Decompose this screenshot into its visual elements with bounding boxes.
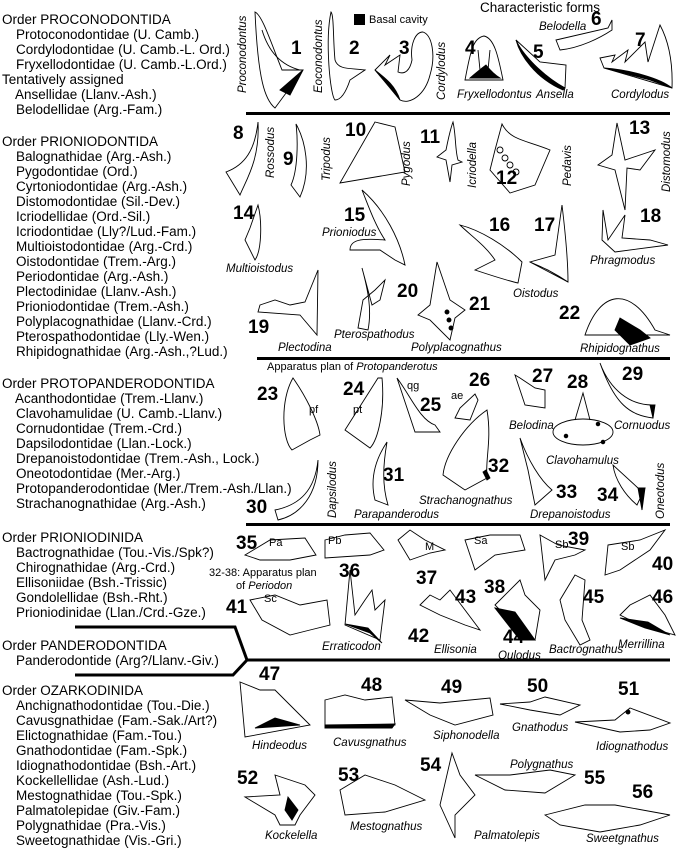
form-number: 1: [291, 38, 302, 59]
genus-label: Plectodina: [278, 342, 332, 354]
genus-label: Cavusgnathus: [333, 737, 407, 749]
genus-label: Cornuodus: [614, 420, 671, 432]
protopanderotus-plan-caption: Apparatus plan of Protopanderotus: [267, 361, 438, 373]
family-item: Oistodontidae (Trem.-Arg.): [16, 254, 177, 269]
form-number: 22: [559, 303, 581, 324]
genus-label: Palmatolepis: [474, 830, 540, 842]
genus-label: Belodella: [539, 21, 587, 33]
genus-label: Dapsilodus: [327, 461, 339, 518]
fossil-drawing-47: [240, 682, 310, 737]
genus-label: Rossodus: [265, 126, 277, 178]
figure-title: Characteristic forms: [480, 0, 601, 15]
family-item: Belodellidae (Arg.-Fam.): [16, 102, 163, 117]
form-number: 56: [632, 782, 654, 803]
family-item: Cyrtoniodontidae (Arg.-Ash.): [16, 179, 188, 194]
genus-label: Oistodus: [513, 288, 559, 300]
genus-label: Oneotodus: [655, 462, 667, 519]
fossil-drawing-55: [475, 770, 575, 793]
genus-label: Siphonodella: [433, 730, 500, 742]
family-item: Cordylodontidae (U. Camb.-L. Ord.): [16, 42, 230, 57]
form-number: 47: [259, 664, 281, 685]
form-number: 35: [236, 533, 258, 554]
family-item: Fryxellodontidae (U. Camb.-L.Ord.): [16, 57, 227, 72]
form-number: 38: [484, 577, 506, 598]
form-number: 4: [465, 38, 476, 59]
form-number: 15: [344, 205, 366, 226]
form-number: 46: [652, 587, 674, 608]
fossil-drawing-51: [575, 708, 670, 732]
form-number: 18: [640, 206, 662, 227]
form-number: 51: [618, 679, 640, 700]
fossil-drawing-54: [440, 753, 475, 838]
form-number: 13: [629, 118, 651, 139]
family-item: Prioniodinidae (Llan./Crd.-Gze.): [16, 605, 206, 620]
genus-label: Oulodus: [498, 650, 541, 662]
family-item: Ellisoniidae (Bsh.-Trissic): [16, 575, 168, 590]
form-number: 12: [496, 168, 518, 189]
family-item: Oneotodontidae (Mer.-Arg.): [16, 466, 181, 481]
element-label-pt: pt: [353, 404, 363, 416]
family-item: Balognathidae (Arg.-Ash.): [16, 149, 172, 164]
family-item: Icriodontidae (Lly?/Lud.-Fam.): [16, 224, 197, 239]
form-number: 24: [343, 379, 365, 400]
genus-label: Merrillina: [618, 639, 665, 651]
family-item: Polygnathidae (Pra.-Vis.): [16, 818, 166, 833]
fossil-drawing-56: [545, 805, 670, 832]
family-item: Bactrognathidae (Tou.-Vis./Spk?): [16, 545, 214, 560]
form-number: 16: [489, 215, 511, 236]
fossil-drawing-50: [500, 697, 580, 715]
genus-label: Idiognathodus: [596, 741, 669, 753]
family-item: Acanthodontidae (Trem.-Llanv.): [15, 391, 204, 406]
form-number: 37: [416, 568, 438, 589]
genus-label: Cordylodus: [436, 41, 448, 100]
form-number: 31: [383, 465, 405, 486]
form-number: 34: [597, 485, 619, 506]
fossil-drawing-30: [275, 460, 318, 520]
form-number: 54: [420, 755, 442, 776]
family-item: Rhipidognathidae (Arg.-Ash.,?Lud.): [16, 344, 228, 359]
form-number: 44: [503, 627, 525, 648]
form-number: 32: [488, 456, 510, 477]
family-item: Anchignathodontidae (Tou.-Die.): [16, 698, 210, 713]
genus-label: Eoconodontus: [313, 19, 325, 93]
family-item: Palmatolepidae (Giv.-Fam.): [16, 803, 181, 818]
form-number: 33: [556, 482, 578, 503]
fossil-drawing-49: [405, 698, 493, 725]
form-number: 42: [408, 626, 430, 647]
order-proconodontida: Order PROCONODONTIDA: [2, 12, 171, 27]
fossil-drawing-21: [418, 262, 465, 340]
form-number: 11: [420, 127, 441, 148]
genus-label: Polyplacognathus: [411, 342, 502, 354]
form-number: 45: [583, 587, 605, 608]
family-item: Gnathodontidae (Fam.-Spk.): [16, 743, 188, 758]
element-label-sb: Sb: [621, 541, 635, 553]
periodon-plan-caption-2: of Periodon: [236, 580, 293, 592]
form-number: 20: [397, 281, 419, 302]
genus-label: Mestognathus: [350, 821, 423, 833]
form-number: 3: [399, 38, 410, 59]
family-item: Sweetognathidae (Vis.-Gri.): [16, 833, 182, 848]
element-label-sc: Sc: [264, 593, 277, 605]
family-item: Panderodontide (Arg?/Llanv.-Giv.): [16, 653, 219, 668]
genus-label: Rhipidognathus: [580, 343, 660, 355]
family-item: Protopanderodontidae (Mer./Trem.-Ash./Llan.): [16, 481, 292, 496]
family-item: Icriodellidae (Ord.-Sil.): [16, 209, 151, 224]
genus-label: Multioistodus: [226, 263, 294, 275]
form-number: 26: [469, 370, 491, 391]
family-item: Pygodontidae (Ord.): [16, 164, 138, 179]
order-protopanderodontida: Order PROTOPANDERODONTIDA: [2, 376, 215, 391]
family-item: Pterospathodontidae (Lly.-Wen.): [16, 329, 210, 344]
form-number: 53: [338, 765, 360, 786]
family-item: Kockellellidae (Ash.-Lud.): [16, 773, 170, 788]
form-number: 21: [469, 294, 491, 315]
order-prioniodontida: Order PRIONIODONTIDA: [2, 134, 159, 149]
form-number: 19: [248, 317, 270, 338]
fossil-drawing-20: [358, 268, 385, 330]
form-number: 2: [349, 38, 360, 59]
genus-label: Icriodella: [467, 141, 479, 188]
genus-label: Distomodus: [661, 131, 673, 192]
form-number: 43: [455, 587, 477, 608]
family-item: Chirognathidae (Arg.-Crd.): [16, 560, 176, 575]
form-number: 40: [652, 554, 674, 575]
genus-label: Erraticodon: [322, 641, 381, 653]
form-number: 48: [361, 675, 383, 696]
family-item: Protoconodontidae (U. Camb.): [16, 27, 200, 42]
form-number: 49: [441, 677, 463, 698]
fossil-drawing-45: [560, 575, 590, 645]
form-number: 55: [584, 768, 606, 789]
genus-label: Pedavis: [562, 145, 574, 186]
form-number: 36: [339, 561, 361, 582]
element-label-pf: pf: [309, 404, 319, 416]
genus-label: Drepanoistodus: [530, 509, 611, 521]
family-item: Strachanognathidae (Arg.-Ash.): [16, 496, 206, 511]
family-item: Multioistodontidae (Arg.-Crd.): [16, 239, 193, 254]
fossil-drawing-22: [585, 299, 670, 345]
family-item: Mestognathidae (Tou.-Spk.): [16, 788, 182, 803]
genus-label: Clavohamulus: [546, 455, 619, 467]
genus-label: Phragmodus: [590, 255, 656, 267]
family-item: Cornudontidae (Trem.-Crd.): [16, 421, 183, 436]
form-number: 5: [533, 42, 544, 63]
fossil-drawing-41: [250, 595, 330, 635]
genus-label: Gnathodus: [512, 722, 569, 734]
fossil-drawing-33: [520, 438, 552, 505]
form-number: 29: [622, 364, 644, 385]
order-panderodontida: Order PANDERODONTIDA: [2, 638, 167, 653]
genus-label: Hindeodus: [252, 740, 307, 752]
order-ozarkodinida: Order OZARKODINIDA: [2, 683, 144, 698]
form-number: 8: [233, 123, 244, 144]
element-label-m: M: [425, 541, 435, 553]
family-item: Drepanoistodontidae (Trem.-Ash., Lock.): [16, 451, 260, 466]
form-number: 52: [237, 768, 259, 789]
fossil-drawing-32: [443, 410, 490, 490]
genus-label: Kockelella: [265, 830, 318, 842]
family-item: Ansellidae (Llanv.-Ash.): [15, 87, 157, 102]
genus-label: Pygodus: [401, 141, 413, 186]
form-number: 41: [226, 597, 248, 618]
family-item: Cavusgnathidae (Fam.-Sak./Art?): [16, 713, 218, 728]
genus-label: Tripodus: [321, 137, 333, 181]
element-label-qg: qg: [407, 380, 420, 392]
family-item: Periodontidae (Arg.-Ash.): [16, 269, 169, 284]
genus-label: Cordylodus: [611, 89, 670, 101]
element-label-pa: Pa: [269, 537, 283, 549]
genus-label: Proconodontus: [237, 15, 249, 93]
tentative-label: Tentatively assigned: [2, 72, 124, 87]
fossil-drawing-11: [437, 122, 462, 182]
fossil-drawing-48: [325, 695, 395, 728]
genus-label: Ansella: [536, 89, 574, 101]
form-number: 7: [635, 30, 646, 51]
periodon-plan-caption: 32-38: Apparatus plan: [209, 567, 317, 579]
family-item: Gondolellidae (Bsh.-Rht.): [16, 590, 168, 605]
family-item: Clavohamulidae (U. Camb.-Llanv.): [16, 406, 223, 421]
form-number: 23: [257, 384, 279, 405]
form-number: 14: [233, 203, 255, 224]
form-number: 9: [283, 149, 294, 170]
form-number: 28: [567, 372, 589, 393]
family-item: Elictognathidae (Fam.-Tou.): [16, 728, 182, 743]
form-number: 50: [527, 676, 549, 697]
genus-label: Prioniodus: [322, 227, 377, 239]
fossil-drawing-28: [553, 393, 613, 445]
genus-label: Bactrognathus: [549, 644, 624, 656]
form-number: 10: [345, 120, 367, 141]
genus-label: Belodina: [509, 420, 554, 432]
form-number: 27: [532, 366, 554, 387]
element-label-sa: Sa: [474, 535, 488, 547]
form-number: 25: [420, 395, 442, 416]
family-item: Polyplacognathidae (Llanv.-Crd.): [16, 314, 212, 329]
element-label-sb: Sb: [555, 539, 569, 551]
element-label-pb: Pb: [328, 535, 342, 547]
genus-label: Sweetgnathus: [586, 833, 659, 845]
family-item: Dapsilodontidae (Llan.-Lock.): [16, 436, 192, 451]
genus-label: Strachanognathus: [419, 495, 513, 507]
form-number: 39: [568, 529, 590, 550]
form-number: 6: [591, 9, 602, 30]
genus-label: Pterospathodus: [334, 329, 415, 341]
fossil-drawing-1: [255, 12, 303, 108]
legend-label: Basal cavity: [369, 14, 428, 26]
family-item: Idiognathodontidae (Bsh.-Art.): [16, 758, 197, 773]
element-label-ae: ae: [451, 390, 464, 402]
family-item: Plectodinidae (Llanv.-Ash.): [16, 284, 177, 299]
form-number: 17: [534, 215, 556, 236]
genus-label: Ellisonia: [434, 644, 477, 656]
family-item: Prioniodontidae (Trem.-Ash.): [16, 299, 189, 314]
genus-label: Parapanderodus: [354, 509, 440, 521]
form-number: 30: [246, 497, 268, 518]
order-prioniodinida: Order PRIONIODINIDA: [2, 530, 144, 545]
genus-label: Polygnathus: [510, 759, 574, 771]
family-item: Distomodontidae (Sil.-Dev.): [16, 194, 181, 209]
genus-label: Fryxellodontus: [457, 89, 532, 101]
fossil-drawing-37: [398, 530, 445, 560]
